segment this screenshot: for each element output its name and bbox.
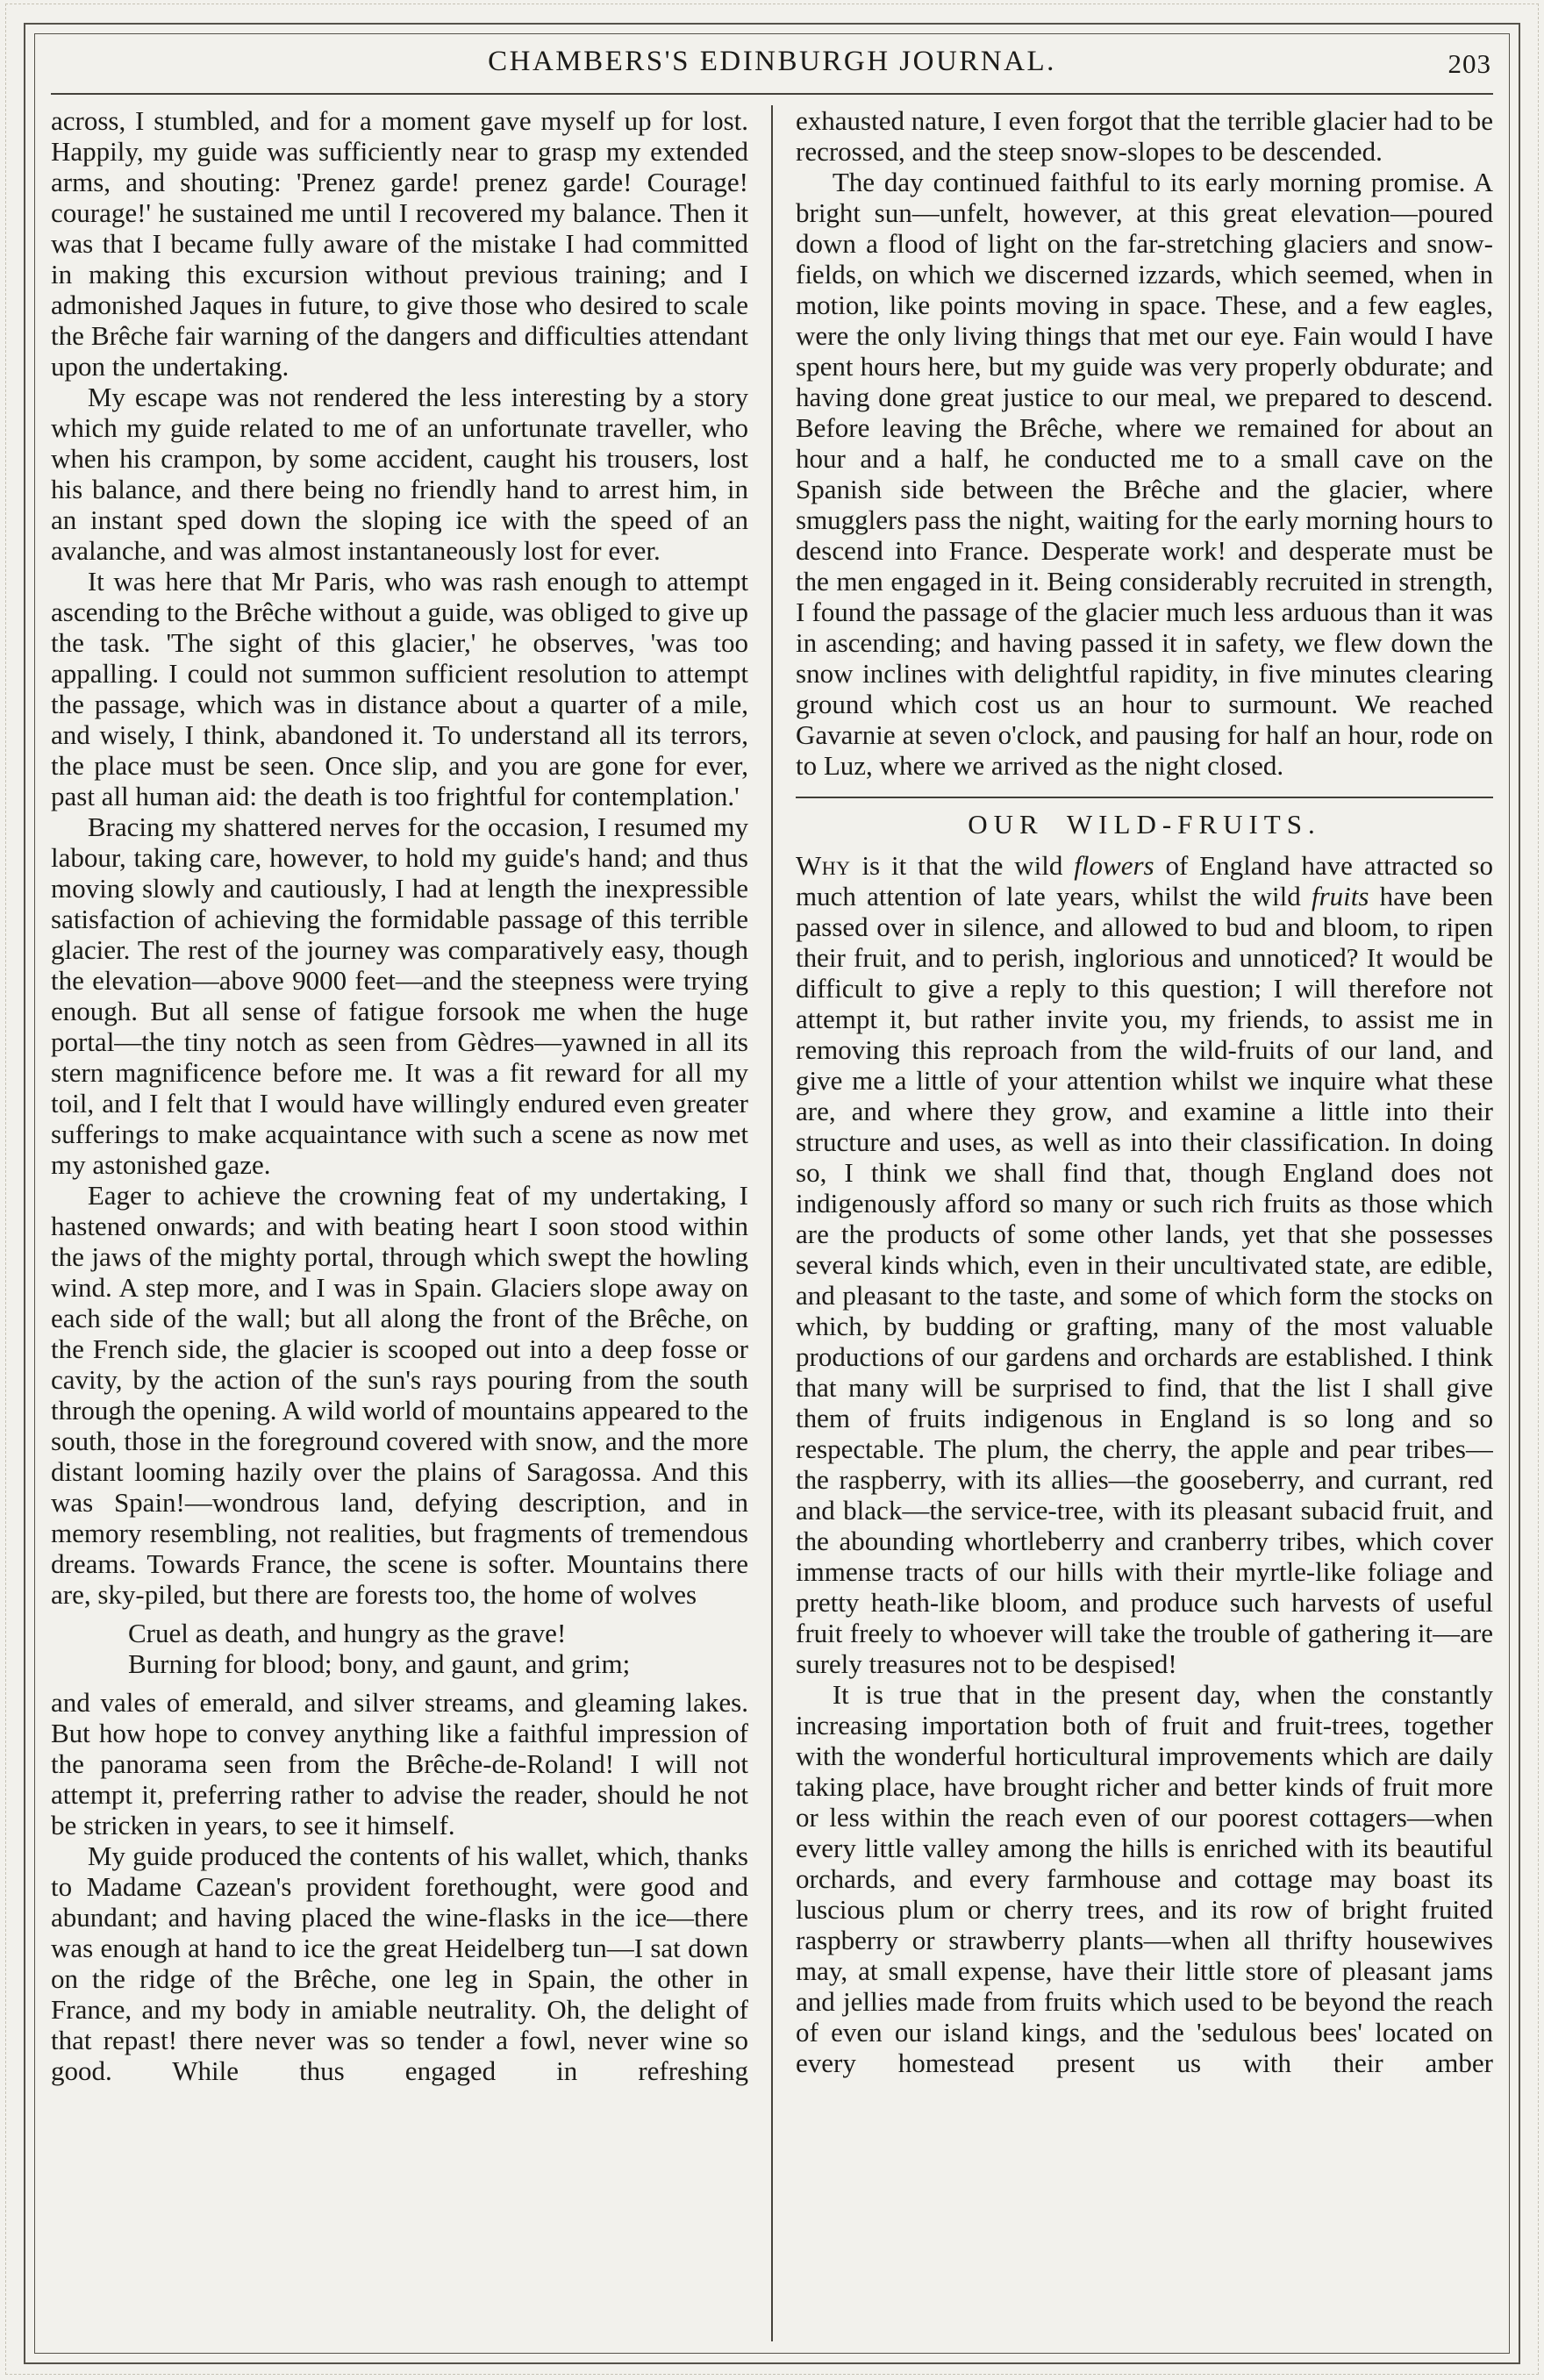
poem-line: Burning for blood; bony, and gaunt, and grim; — [128, 1648, 631, 1679]
paragraph: across, I stumbled, and for a moment gave myself up for lost. Happily, my guide was sufficiently near to grasp my extended arms, and shouting: 'Prenez garde! prenez garde! Courage! courage!' he sustained me until I recovered my balance. Then it was that I became fully aware of the mistake I had committed in making this excursion without previous training; and I admonished Jaques in future, to give those who desired to scale the Brêche fair warning of the dangers and difficulties attendant upon the undertaking. — [51, 105, 748, 382]
paragraph: The day continued faithful to its early morning promise. A bright sun—unfelt, however, at this great elevation—poured down a flood of light on the far-stretching glaciers and snow-fields, on which we discerned izzards, which seemed, when in motion, like points moving in space. These, and a few eagles, were the only living things that met our eye. Fain would I have spent hours here, but my guide was very properly obdurate; and having done great justice to our meal, we prepared to descend. Before leaving the Brêche, where we remained for about an hour and a half, he conducted me to a small cave on the Spanish side between the Brêche and the glacier, where smugglers pass the night, waiting for the early morning hours to descend into France. Desperate work! and desperate must be the men engaged in it. Being considerably recruited in strength, I found the passage of the glacier much less arduous than it was in ascending; and having passed it in safety, we flew down the snow inclines with delightful rapidity, in five minutes clearing ground which cost us an hour to surmount. We reached Gavarnie at seven o'clock, and pausing for half an hour, rode on to Luz, where we arrived as the night closed. — [796, 167, 1493, 781]
paragraph: exhausted nature, I even forgot that the terrible glacier had to be recrossed, and the steep snow-slopes to be descended. — [796, 105, 1493, 167]
lead-small-caps: Why — [796, 850, 851, 881]
paragraph: Why is it that the wild flowers of England have attracted so much attention of late years, whilst the wild fruits have been passed over in silence, and allowed to bud and bloom, to ripen their fruit, and to perish, inglorious and unnoticed? It would be difficult to give a reply to this question; I will therefore not attempt it, but rather invite you, my friends, to assist me in removing this reproach from the wild-fruits of our land, and give me a little of your attention whilst we inquire what these are, and where they grow, and examine a little into their structure and uses, as well as into their classification. In doing so, I think we shall find that, though England does not indigenously afford so many or such rich fruits as those which are the products of some other lands, yet that she possesses several kinds which, even in their uncultivated state, are edible, and pleasant to the taste, and some of which form the stocks on which, by budding or grafting, many of the most valuable productions of our gardens and orchards are established. I think that many will be surprised to find, that the list I shall give them of fruits indigenous in England is so long and so respectable. The plum, the cherry, the apple and pear tribes—the raspberry, with its allies—the gooseberry, and currant, red and black—the service-tree, with its pleasant subacid fruit, and the abounding whortleberry and cranberry tribes, which cover immense tracts of our hills with their myrtle-like foliage and pretty heath-like bloom, and produce such harvests of useful fruit freely to whoever will take the trouble of gathering it—are surely treasures not to be despised! — [796, 850, 1493, 1679]
article-heading: OUR WILD-FRUITS. — [968, 809, 1321, 840]
paragraph: Bracing my shattered nerves for the occasion, I resumed my labour, taking care, however, to hold my guide's hand; and thus moving slowly and cautiously, I had at length the inexpressible satisfaction of achieving the formidable passage of this terrible glacier. The rest of the journey was comparatively easy, though the elevation—above 9000 feet—and the steepness were trying enough. But all sense of fatigue forsook me when the huge portal—the tiny notch as seen from Gèdres—yawned in all its stern magnificence before me. It was a fit reward for all my toil, and I felt that I would have willingly endured even greater sufferings to make acquaintance with such a scene as now met my astonished gaze. — [51, 811, 748, 1180]
paragraph: My escape was not rendered the less interesting by a story which my guide related to me of an unfortunate traveller, who when his crampon, by some accident, caught his trousers, lost his balance, and there being no friendly hand to arrest him, in an instant sped down the sloping ice with the speed of an avalanche, and was almost instantaneously lost for ever. — [51, 382, 748, 566]
left-column — [51, 105, 748, 2341]
journal-page — [51, 46, 1493, 2341]
right-column — [796, 105, 1493, 2341]
paragraph: It was here that Mr Paris, who was rash enough to attempt ascending to the Brêche without a guide, was obliged to give up the task. 'The sight of this glacier,' he observes, 'was too appalling. I could not summon sufficient resolution to attempt the passage, which was in distance about a quarter of a mile, and wisely, I think, abandoned it. To understand all its terrors, the place must be seen. Once slip, and you are gone for ever, past all human aid: the death is too frightful for contemplation.' — [51, 566, 748, 811]
paragraph: My guide produced the contents of his wallet, which, thanks to Madame Cazean's provident forethought, were good and abundant; and having placed the wine-flasks in the ice—there was enough at hand to ice the great Heidelberg tun—I sat down on the ridge of the Brêche, one leg in Spain, the other in France, and my body in amiable neutrality. Oh, the delight of that repast! there never was so tender a fowl, never wine so good. While thus engaged in refreshing — [51, 1840, 748, 2086]
paragraph: and vales of emerald, and silver streams, and gleaming lakes. But how hope to convey anything like a faithful impression of the panorama seen from the Brêche-de-Roland! I will not attempt it, preferring rather to advise the reader, should he not be stricken in years, to see it himself. — [51, 1687, 748, 1840]
journal-title: CHAMBERS'S EDINBURGH JOURNAL. — [488, 46, 1056, 77]
paragraph: Eager to achieve the crowning feat of my undertaking, I hastened onwards; and with beating heart I soon stood within the jaws of the mighty portal, through which swept the howling wind. A step more, and I was in Spain. Glaciers slope away on each side of the wall; but all along the front of the Brêche, on the French side, the glacier is scooped out into a deep fosse or cavity, by the action of the sun's rays pouring from the south through the opening. A wild world of mountains appeared to the south, those in the foreground covered with snow, and the more distant looming hazily over the plains of Saragossa. And this was Spain!—wondrous land, defying description, and in memory resembling, not realities, but fragments of tremendous dreams. Towards France, the scene is softer. Mountains there are, sky-piled, but there are forests too, the home of wolves — [51, 1180, 748, 1610]
text-columns — [51, 95, 1493, 2341]
column-divider-rule — [771, 105, 773, 2341]
page-number: 203 — [1448, 48, 1491, 79]
paragraph: It is true that in the present day, when the constantly increasing importation both of fruit and fruit-trees, together with the wonderful horticultural improvements which are daily taking place, have brought richer and better kinds of fruit more or less within the reach even of our poorest cottagers—when every little valley among the hills is enriched with its beautiful orchards, and every farmhouse and cottage may boast its luscious plum or cherry trees, and its row of bright fruited raspberry or strawberry plants—when all thrifty housewives may, at small expense, have their little store of pleasant jams and jellies made from fruits which used to be beyond the reach of even our island kings, and the 'sedulous bees' located on every homestead present us with their amber — [796, 1679, 1493, 2078]
poem-quote — [128, 1618, 748, 1679]
poem-line: Cruel as death, and hungry as the grave! — [128, 1618, 567, 1648]
section-divider-rule — [796, 797, 1493, 798]
running-header — [51, 46, 1493, 88]
